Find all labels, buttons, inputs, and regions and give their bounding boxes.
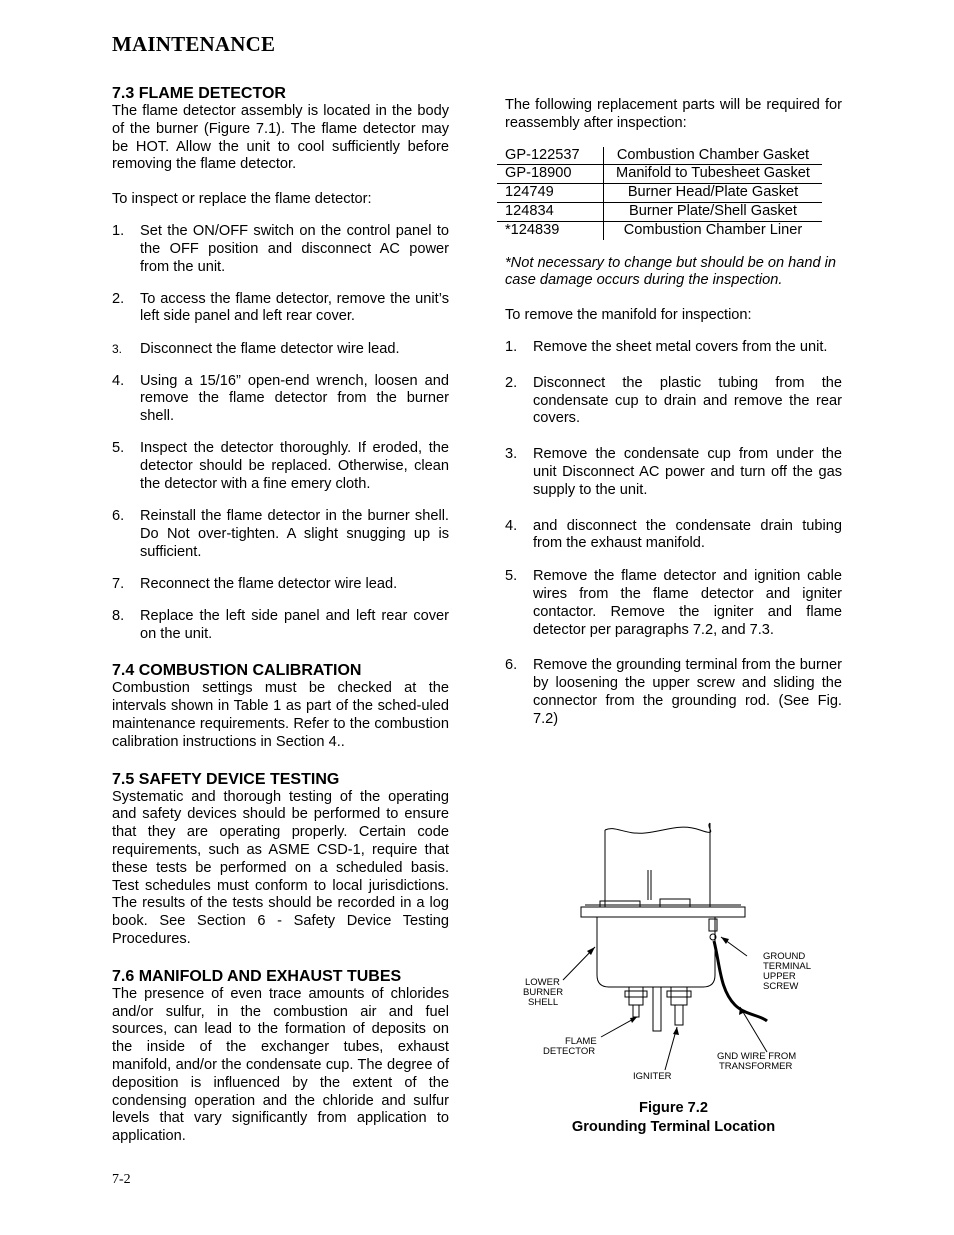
- table-row: [497, 202, 822, 221]
- part-description: Burner Plate/Shell Gasket: [604, 202, 823, 221]
- table-row: [497, 184, 822, 203]
- step-text: Remove the grounding terminal from the burner by loosening the upper screw and sliding the connector from the grounding rod. (See Fig. 7.2): [533, 657, 842, 727]
- label-lower-burner-shell: SHELL: [528, 997, 559, 1008]
- list-item: [505, 375, 842, 428]
- right-column: [505, 97, 842, 743]
- step-text: To access the flame detector, remove the unit’s left side panel and left rear cover.: [140, 290, 449, 325]
- step-text: Set the ON/OFF switch on the control panel to the OFF position and disconnect AC power from the unit.: [140, 222, 449, 275]
- step-number: 8.: [112, 607, 125, 624]
- cylinder-top-break: [605, 823, 711, 833]
- safety-device-testing-body: Systematic and thorough testing of the operating and safety devices should be performed to ensure that they are operating properly. Certain code requirements, such as ASME CSD-1, require that these tests be performed on a scheduled basis. Test schedules must conform to local jurisdictions. The results of the tests should be recorded in a log book. See Section 6 - Safety Device Testing Procedures.: [112, 788, 449, 947]
- step-number: 7.: [112, 575, 125, 592]
- label-gnd-wire: GND WIRE FROM: [717, 1051, 797, 1062]
- figure-title: Grounding Terminal Location: [571, 1119, 776, 1135]
- manifold-lead: To remove the manifold for inspection:: [505, 307, 752, 324]
- page-header: MAINTENANCE: [112, 32, 276, 56]
- left-column: [112, 84, 449, 1163]
- step-text: Disconnect the plastic tubing from the condensate cup to drain and remove the rear covers.: [533, 374, 842, 427]
- list-item: [112, 341, 449, 359]
- flame-detector-nut: [625, 991, 647, 997]
- list-item: [112, 223, 449, 276]
- label-ground-terminal: TERMINAL: [763, 961, 812, 972]
- list-item: [505, 518, 842, 554]
- step-text: Disconnect the flame detector wire lead.: [140, 340, 400, 357]
- section-title-safety-device-testing: 7.5 SAFETY DEVICE TESTING: [112, 770, 340, 788]
- label-gnd-wire: TRANSFORMER: [719, 1061, 793, 1072]
- list-item: [112, 291, 449, 327]
- arrow-ground-terminal: [721, 937, 729, 944]
- flame-detector-fitting: [629, 987, 643, 1005]
- section-title-manifold-exhaust: 7.6 MANIFOLD AND EXHAUST TUBES: [112, 967, 402, 985]
- plate-flange-left: [600, 901, 640, 907]
- step-number: 3.: [505, 446, 518, 463]
- part-number: 124749: [497, 184, 604, 203]
- igniter-fitting: [671, 987, 687, 1005]
- part-description: Combustion Chamber Liner: [623, 221, 803, 238]
- part-number: 124834: [497, 202, 604, 221]
- figure-number: Figure 7.2: [639, 1100, 708, 1116]
- grounding-terminal-diagram: [505, 815, 842, 1100]
- manifold-exhaust-body: The presence of even trace amounts of chlorides and/or sulfur, in the combustion air and fuel sources, can lead to the formation of deposits on the inside of the exchanger tubes, exhaust manifold, and/or the condensate cup. The degree of deposition is influenced by the extent of the condensing operation and the chloride and sulfur levels that vary significantly from application to application.: [112, 985, 449, 1145]
- flame-detector-lead: To inspect or replace the flame detector:: [112, 191, 372, 208]
- list-item: [505, 657, 842, 728]
- burner-shell: [597, 917, 715, 987]
- part-description: Burner Head/Plate Gasket: [604, 184, 823, 203]
- parts-table: [497, 147, 822, 240]
- step-number: 2.: [112, 290, 125, 307]
- table-row: [497, 221, 822, 239]
- label-lower-burner-shell: LOWER: [525, 977, 560, 988]
- detector-body: [633, 1005, 639, 1017]
- list-item: [505, 446, 842, 499]
- arrow-igniter: [673, 1027, 679, 1035]
- step-text: and disconnect the condensate drain tubing from the exhaust manifold.: [533, 517, 842, 552]
- list-item: [505, 568, 842, 639]
- label-ground-terminal: SCREW: [763, 981, 799, 992]
- label-flame-detector: DETECTOR: [543, 1046, 596, 1057]
- table-row: [497, 165, 822, 184]
- page-number: 7-2: [112, 1172, 131, 1187]
- mounting-plate: [581, 907, 745, 917]
- part-number: GP-18900: [497, 165, 604, 184]
- igniter-body: [675, 1005, 683, 1025]
- list-item: [112, 440, 449, 493]
- part-number: *124839: [497, 221, 604, 239]
- step-number: 4.: [112, 372, 125, 389]
- part-number: GP-122537: [497, 147, 604, 165]
- list-item: [112, 508, 449, 561]
- step-text: Inspect the detector thoroughly. If eroded, the detector should be replaced. Otherwise, clean the detector with a fine emery cloth.: [140, 440, 449, 492]
- label-ground-terminal: UPPER: [763, 971, 796, 982]
- flame-detector-intro: The flame detector assembly is located in the body of the burner (Figure 7.1). The flame detector may be HOT. Allow the unit to cool sufficiently before removing the flame detector.: [112, 103, 449, 173]
- manifold-steps: [505, 339, 842, 729]
- list-item: [112, 373, 449, 426]
- step-text: Remove the flame detector and ignition cable wires from the flame detector and igniter contactor. Remove the igniter and flame detector per paragraphs 7.2, and 7.3.: [533, 568, 842, 638]
- center-rod: [653, 987, 661, 1031]
- label-lower-burner-shell: BURNER: [523, 987, 564, 998]
- step-text: Using a 15/16” open-end wrench, loosen and remove the flame detector from the burner shell.: [140, 372, 449, 425]
- combustion-calibration-body: Combustion settings must be checked at the intervals shown in Table 1 as part of the sched-uled maintenance requirements. Refer to the combustion calibration instructions in Section 4..: [112, 680, 449, 750]
- step-text: Remove the sheet metal covers from the unit.: [533, 338, 828, 355]
- step-number: 3.: [112, 341, 123, 356]
- parts-intro: The following replacement parts will be required for reassembly after inspection:: [505, 97, 842, 131]
- step-text: Reconnect the flame detector wire lead.: [140, 575, 398, 592]
- step-text: Replace the left side panel and left rear cover on the unit.: [140, 607, 449, 642]
- step-number: 5.: [505, 568, 518, 585]
- step-number: 1.: [112, 222, 125, 239]
- list-item: [112, 576, 449, 594]
- step-number: 5.: [112, 440, 125, 457]
- table-row: [497, 147, 822, 165]
- figure-caption: [505, 1099, 842, 1137]
- step-number: 6.: [505, 657, 518, 674]
- section-title-combustion-calibration: 7.4 COMBUSTION CALIBRATION: [112, 662, 362, 680]
- label-igniter: IGNITER: [633, 1071, 672, 1082]
- step-number: 4.: [505, 517, 518, 534]
- step-number: 6.: [112, 508, 125, 525]
- step-text: Reinstall the flame detector in the burner shell. Do Not over-tighten. A slight snugging up is sufficient.: [140, 508, 449, 560]
- flame-detector-steps: [112, 223, 449, 643]
- plate-flange-right: [660, 899, 690, 907]
- list-item: [505, 339, 842, 357]
- list-item: [112, 608, 449, 644]
- part-description: Manifold to Tubesheet Gasket: [604, 165, 823, 184]
- label-flame-detector: FLAME: [565, 1036, 597, 1047]
- ground-terminal: [709, 919, 717, 931]
- arrow-flame-detector: [630, 1017, 637, 1023]
- step-number: 2.: [505, 374, 518, 391]
- section-title-flame-detector: 7.3 FLAME DETECTOR: [112, 85, 286, 102]
- step-text: Remove the condensate cup from under the unit Disconnect AC power and turn off the gas supply to the unit.: [533, 446, 842, 498]
- parts-note: *Not necessary to change but should be on hand in case damage occurs during the inspection.: [505, 254, 837, 289]
- label-ground-terminal: GROUND: [763, 951, 806, 962]
- part-description: Combustion Chamber Gasket: [604, 147, 823, 165]
- step-number: 1.: [505, 338, 518, 355]
